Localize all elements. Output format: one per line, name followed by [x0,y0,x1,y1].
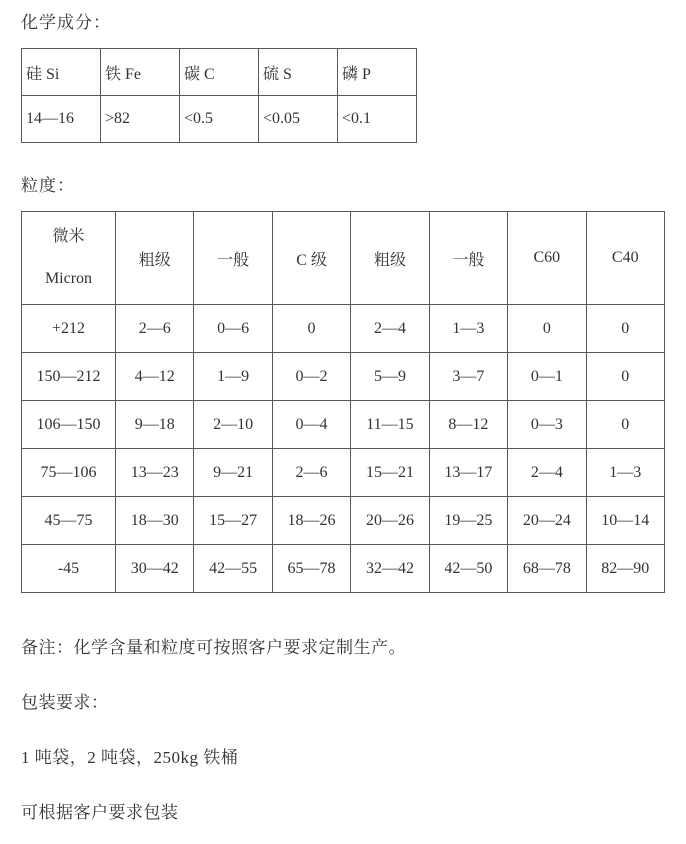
chemical-composition-title: 化学成分： [21,13,111,32]
grain-value-cell: 0—4 [272,401,350,449]
grade-header-cell: 一般 [429,212,507,305]
grain-value-cell: 0 [272,305,350,353]
packing-options: 1 吨袋，2 吨袋，250kg 铁桶 [21,748,239,767]
grain-value-cell: 32—42 [351,545,429,593]
grain-value-cell: 82—90 [586,545,664,593]
micron-header-cell [22,212,116,305]
grain-value-cell: 2—6 [272,449,350,497]
chemical-value-cell: <0.05 [259,96,338,143]
micron-range-cell: 150—212 [22,353,116,401]
grade-header-cell: C 级 [272,212,350,305]
grain-value-cell: 2—10 [194,401,272,449]
grain-value-cell: 1—3 [429,305,507,353]
chemical-header-cell: 硅 Si [22,49,101,96]
micron-range-cell: 45—75 [22,497,116,545]
micron-range-cell: +212 [22,305,116,353]
grain-value-cell: 68—78 [508,545,586,593]
grain-value-cell: 20—24 [508,497,586,545]
grain-value-cell: 2—6 [116,305,194,353]
grain-value-cell: 5—9 [351,353,429,401]
grain-value-cell: 9—18 [116,401,194,449]
grain-row [22,497,665,545]
grain-value-cell: 18—30 [116,497,194,545]
remark-note: 备注：化学含量和粒度可按照客户要求定制生产。 [21,638,406,657]
grain-value-cell: 18—26 [272,497,350,545]
grade-header-cell: 粗级 [351,212,429,305]
grain-value-cell: 9—21 [194,449,272,497]
grain-row [22,353,665,401]
chemical-value-row [22,96,417,143]
grain-value-cell: 0—1 [508,353,586,401]
packing-title: 包装要求： [21,693,109,712]
grade-header-cell: C60 [508,212,586,305]
grain-value-cell: 65—78 [272,545,350,593]
micron-label-en: Micron [44,270,93,287]
grade-header-cell: C40 [586,212,664,305]
grain-value-cell: 11—15 [351,401,429,449]
grain-value-cell: 0 [586,305,664,353]
grain-value-cell: 3—7 [429,353,507,401]
grain-value-cell: 0—6 [194,305,272,353]
micron-range-cell: 106—150 [22,401,116,449]
grain-value-cell: 0 [586,401,664,449]
grain-value-cell: 13—23 [116,449,194,497]
chemical-value-cell: <0.5 [180,96,259,143]
grain-value-cell: 2—4 [508,449,586,497]
grain-value-cell: 30—42 [116,545,194,593]
grain-value-cell: 0—2 [272,353,350,401]
chemical-value-cell: <0.1 [338,96,417,143]
chemical-header-cell: 铁 Fe [101,49,180,96]
grain-value-cell: 15—27 [194,497,272,545]
grain-row [22,545,665,593]
grade-header-cell: 粗级 [116,212,194,305]
grain-value-cell: 0 [586,353,664,401]
grain-value-cell: 0—3 [508,401,586,449]
grain-header-row [22,212,665,305]
grain-size-title: 粒度： [21,176,75,195]
grain-value-cell: 4—12 [116,353,194,401]
chemical-header-cell: 磷 P [338,49,417,96]
packing-custom: 可根据客户要求包装 [21,803,179,822]
grain-value-cell: 42—55 [194,545,272,593]
grain-value-cell: 42—50 [429,545,507,593]
grain-value-cell: 19—25 [429,497,507,545]
grain-value-cell: 20—26 [351,497,429,545]
chemical-header-row [22,49,417,96]
grain-value-cell: 2—4 [351,305,429,353]
grade-header-cell: 一般 [194,212,272,305]
micron-range-cell: -45 [22,545,116,593]
grain-row [22,449,665,497]
grain-value-cell: 10—14 [586,497,664,545]
chemical-header-cell: 硫 S [259,49,338,96]
chemical-composition-table [21,48,417,143]
chemical-value-cell: >82 [101,96,180,143]
grain-value-cell: 13—17 [429,449,507,497]
micron-label-zh: 微米 [52,228,85,245]
micron-range-cell: 75—106 [22,449,116,497]
grain-value-cell: 0 [508,305,586,353]
grain-value-cell: 15—21 [351,449,429,497]
grain-value-cell: 8—12 [429,401,507,449]
grain-row [22,401,665,449]
grain-row [22,305,665,353]
grain-value-cell: 1—9 [194,353,272,401]
grain-size-table [21,211,665,593]
grain-value-cell: 1—3 [586,449,664,497]
chemical-header-cell: 碳 C [180,49,259,96]
chemical-value-cell: 14—16 [22,96,101,143]
